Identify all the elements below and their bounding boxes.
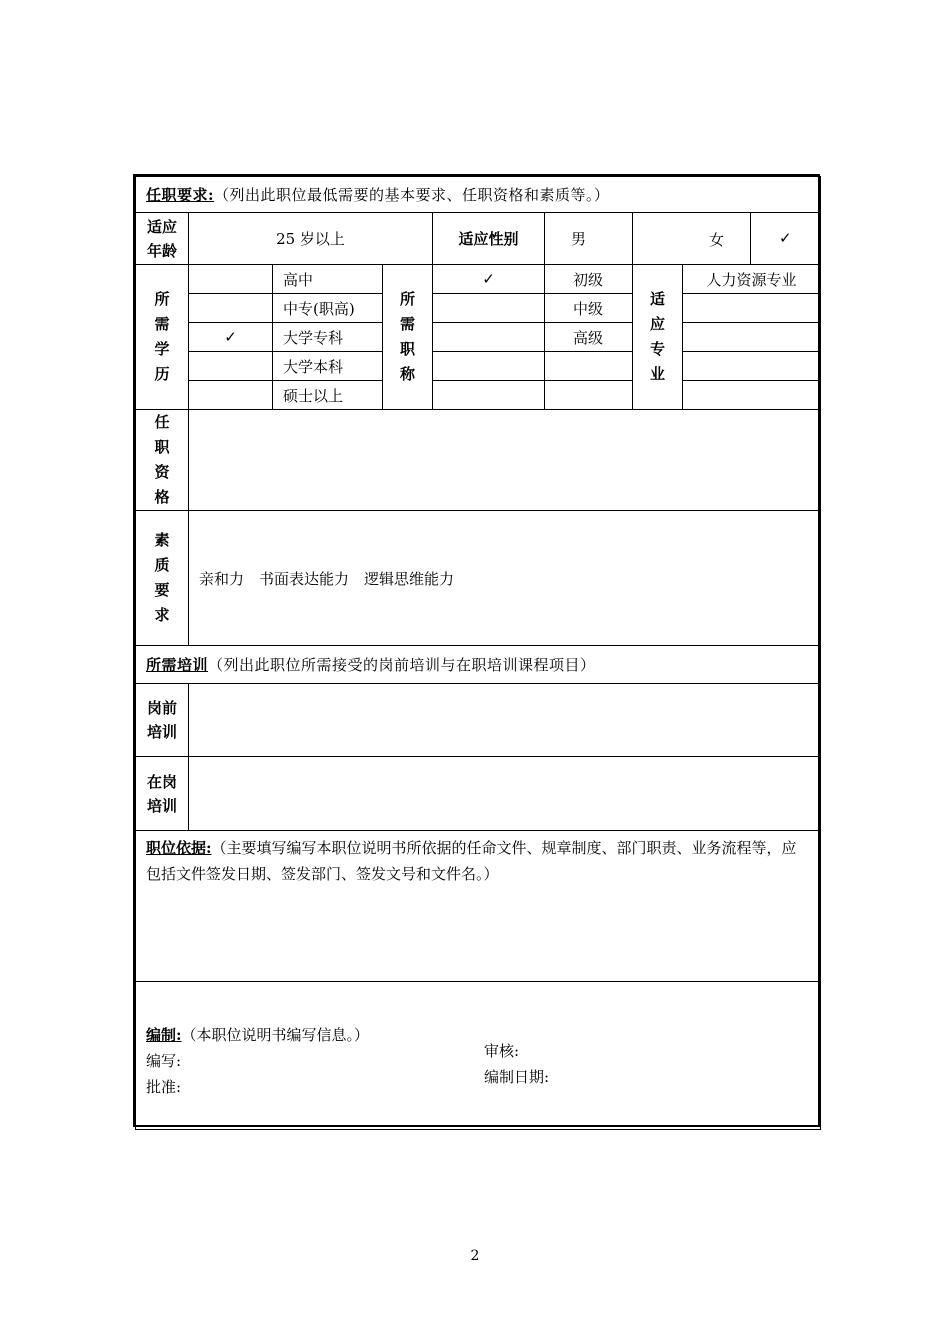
education-option-vocational: 中专(职高) [273,294,383,323]
education-label: 所 需 学 历 [136,265,189,410]
gender-male-label: 男 [545,213,633,265]
age-label: 适应 年龄 [136,213,189,265]
requirements-table [135,176,821,1130]
education-mark-master[interactable] [189,381,273,410]
quality-label: 素 质 要 求 [136,511,189,646]
title-mark-intermediate[interactable] [433,294,545,323]
position-basis-title: 职位依据: [146,839,212,857]
major-value-5[interactable] [683,381,821,410]
title-option-junior: 初级 [545,265,633,294]
title-mark-junior[interactable]: ✓ [433,265,545,294]
qualification-value[interactable] [189,410,821,511]
major-value-3[interactable] [683,323,821,352]
gender-female-checkbox[interactable]: ✓ [779,229,792,247]
gender-female-group [709,213,821,265]
major-value-1[interactable]: 人力资源专业 [683,265,821,294]
education-option-college: 大学专科 [273,323,383,352]
requirements-header [136,177,821,213]
training-header [136,646,821,684]
gender-female-label: 女 [709,231,725,249]
compile-date-field[interactable]: 编制日期: [484,1068,550,1086]
age-value[interactable]: 25 岁以上 [189,213,433,265]
pre-job-training-label: 岗前 培训 [136,684,189,757]
education-option-master: 硕士以上 [273,381,383,410]
compile-section [136,982,821,1130]
title-mark-empty-1[interactable] [433,352,545,381]
pre-job-training-value[interactable] [189,684,821,757]
education-mark-college[interactable]: ✓ [189,323,273,352]
on-job-training-label: 在岗 培训 [136,757,189,831]
major-value-4[interactable] [683,352,821,381]
title-option-intermediate: 中级 [545,294,633,323]
education-option-bachelor: 大学本科 [273,352,383,381]
title-mark-senior[interactable] [433,323,545,352]
title-mark-empty-2[interactable] [433,381,545,410]
training-note: （列出此职位所需接受的岗前培训与在职培训课程项目） [208,656,596,674]
training-title: 所需培训 [146,656,209,674]
page-number: 2 [470,1248,480,1264]
on-job-training-value[interactable] [189,757,821,831]
education-mark-bachelor[interactable] [189,352,273,381]
education-mark-high-school[interactable] [189,265,273,294]
requirements-title: 任职要求: [146,186,215,204]
requirements-note: （列出此职位最低需要的基本要求、任职资格和素质等。） [214,186,610,204]
title-option-senior: 高级 [545,323,633,352]
gender-label: 适应性别 [433,213,545,265]
title-option-empty-2 [545,381,633,410]
writer-field[interactable]: 编写: [146,1052,182,1070]
major-label: 适 应 专 业 [633,265,683,410]
qualification-label: 任 职 资 格 [136,410,189,511]
job-requirements-form [133,174,820,1127]
gender-male-checkbox[interactable] [633,213,751,265]
major-value-2[interactable] [683,294,821,323]
title-option-empty-1 [545,352,633,381]
education-option-high-school: 高中 [273,265,383,294]
reviewer-field[interactable]: 审核: [484,1042,520,1060]
compile-title: 编制: [146,1026,182,1044]
education-mark-vocational[interactable] [189,294,273,323]
approver-field[interactable]: 批准: [146,1078,182,1096]
title-level-label: 所 需 职 称 [383,265,433,410]
position-basis-section[interactable] [136,831,821,982]
quality-value[interactable]: 亲和力 书面表达能力 逻辑思维能力 [189,511,821,646]
position-basis-note: （主要填写编写本职位说明书所依据的任命文件、规章制度、部门职责、业务流程等，应包括文件签发日期、签发部门、签发文号和文件名。） [146,839,797,883]
compile-note: （本职位说明书编写信息。） [181,1026,370,1044]
